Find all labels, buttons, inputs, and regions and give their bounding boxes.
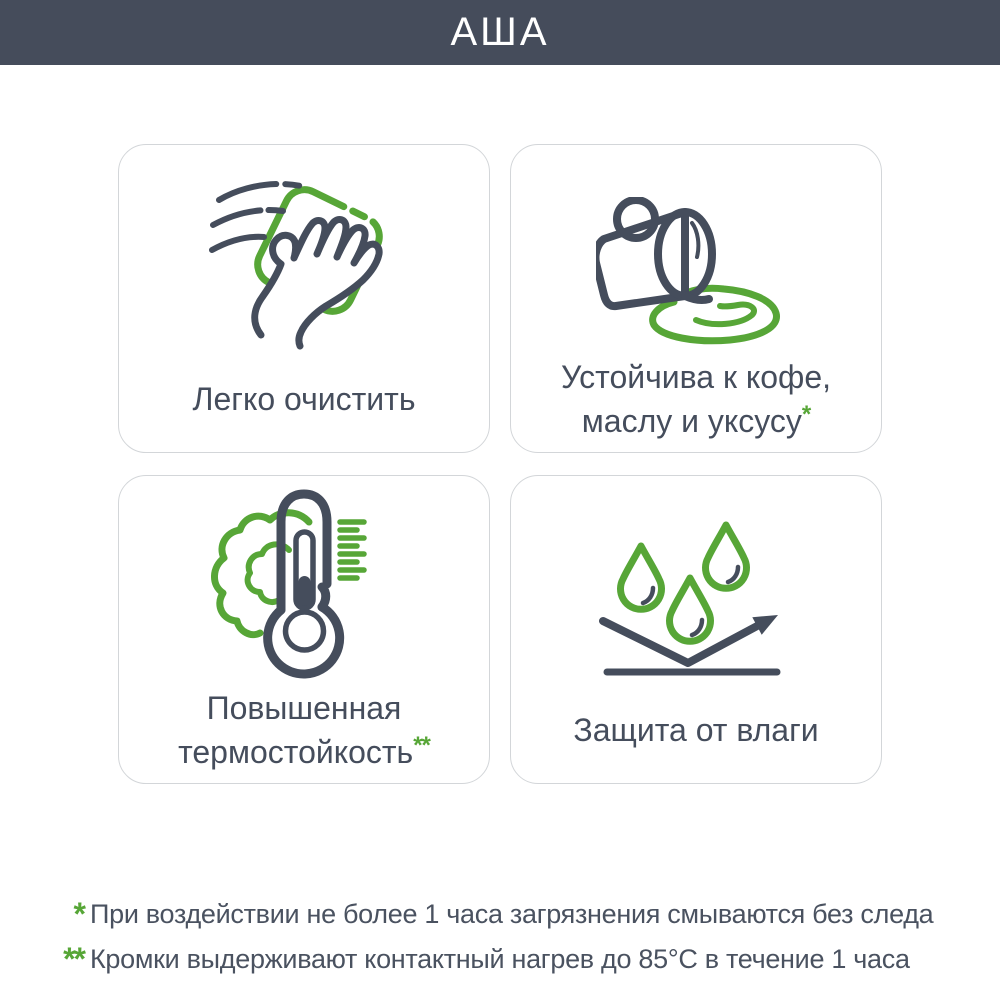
- water-drop: [621, 546, 662, 609]
- asterisk-marker: *: [73, 896, 84, 932]
- asterisk-marker: **: [63, 941, 84, 977]
- feature-card-stain-resistant: [510, 144, 882, 453]
- wipe-hand-icon: [199, 172, 409, 357]
- footnote-text: Кромки выдерживают контактный нагрев до 85°С в течение 1 часа: [90, 944, 910, 974]
- card-caption: Легко очистить: [192, 381, 416, 417]
- footnote-double-asterisk: [50, 941, 960, 986]
- temperature-scale-ticks: [340, 522, 364, 578]
- header-bar: [0, 0, 1000, 65]
- footnote-text: При воздействии не более 1 часа загрязнения смываются без следа: [90, 899, 934, 929]
- card-caption: Повышенная термостойкость**: [178, 690, 430, 770]
- card-caption: Устойчива к кофе, маслу и уксусу*: [560, 359, 832, 439]
- feature-card-easy-clean: [118, 144, 490, 453]
- hand-outline: [255, 220, 379, 346]
- feature-card-moisture-protection: [510, 475, 882, 784]
- thermometer-bulb: [268, 607, 340, 674]
- spilled-cup-icon: [596, 197, 796, 357]
- feature-grid: [118, 144, 882, 784]
- water-drop: [706, 525, 747, 588]
- brand-title: АША: [450, 10, 550, 54]
- water-drops-icon: [591, 508, 801, 688]
- feature-card-heat-resistant: [118, 475, 490, 784]
- thermometer-steam-icon: [199, 488, 409, 688]
- water-drop: [670, 578, 711, 641]
- footnote-single-asterisk: [50, 896, 960, 941]
- card-caption: Защита от влаги: [573, 712, 819, 748]
- footnotes: [50, 896, 960, 986]
